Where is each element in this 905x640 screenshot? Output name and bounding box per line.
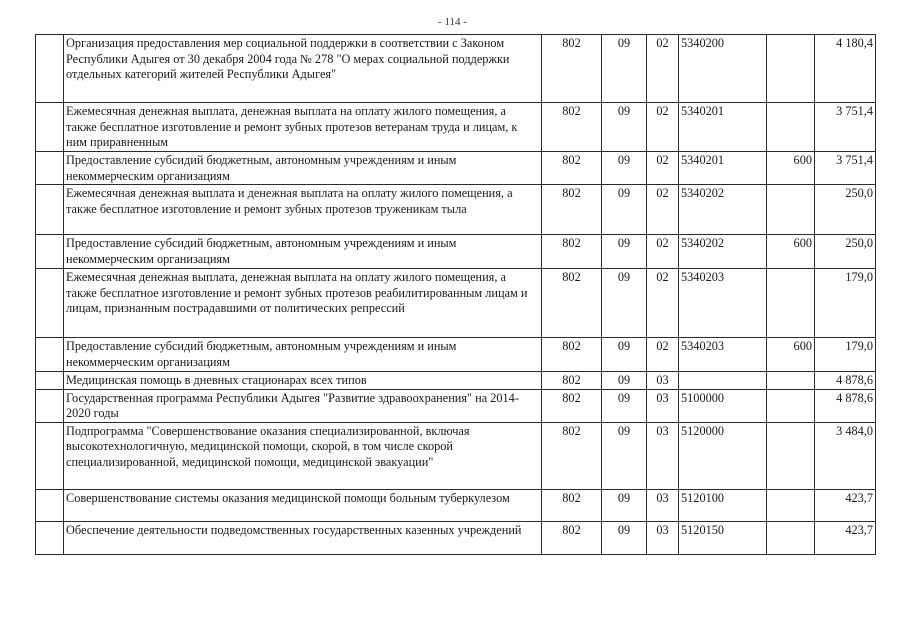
target-article-cell	[679, 372, 767, 390]
target-article-cell: 5340202	[679, 235, 767, 269]
item-name-cell: Совершенствование системы оказания медицинской помощи больным туберкулезом	[64, 489, 542, 521]
item-name-cell: Организация предоставления мер социальной поддержки в соответствии с Законом Республики Адыгея от 30 декабря 2004 года № 278 "О мерах социальной поддержки отдельных категорий жителей Республики Адыгея"	[64, 35, 542, 103]
table-row	[36, 521, 876, 554]
ved-code-cell: 802	[542, 338, 602, 372]
ved-code-cell: 802	[542, 185, 602, 235]
subsection-code-cell: 02	[647, 103, 679, 152]
subsection-code-cell: 02	[647, 152, 679, 185]
target-article-cell: 5340202	[679, 185, 767, 235]
target-article-cell: 5120150	[679, 521, 767, 554]
expense-type-cell	[767, 489, 815, 521]
ved-code-cell: 802	[542, 389, 602, 422]
page-number: - 114 -	[438, 16, 467, 28]
section-code-cell: 09	[602, 152, 647, 185]
item-name-cell: Обеспечение деятельности подведомственных государственных казенных учреждений	[64, 521, 542, 554]
amount-cell: 423,7	[815, 521, 876, 554]
amount-cell: 4 878,6	[815, 372, 876, 390]
section-code-cell: 09	[602, 338, 647, 372]
row-number-cell	[36, 372, 64, 390]
table-row	[36, 489, 876, 521]
target-article-cell: 5120100	[679, 489, 767, 521]
expense-type-cell	[767, 422, 815, 489]
ved-code-cell: 802	[542, 372, 602, 390]
target-article-cell: 5340200	[679, 35, 767, 103]
table-row	[36, 35, 876, 103]
row-number-cell	[36, 103, 64, 152]
subsection-code-cell: 02	[647, 35, 679, 103]
ved-code-cell: 802	[542, 521, 602, 554]
target-article-cell: 5100000	[679, 389, 767, 422]
expense-type-cell	[767, 35, 815, 103]
row-number-cell	[36, 422, 64, 489]
section-code-cell: 09	[602, 103, 647, 152]
table-row	[36, 422, 876, 489]
item-name-cell: Медицинская помощь в дневных стационарах всех типов	[64, 372, 542, 390]
section-code-cell: 09	[602, 521, 647, 554]
amount-cell: 3 751,4	[815, 152, 876, 185]
expense-type-cell	[767, 185, 815, 235]
expense-type-cell	[767, 521, 815, 554]
target-article-cell: 5120000	[679, 422, 767, 489]
subsection-code-cell: 02	[647, 338, 679, 372]
item-name-cell: Предоставление субсидий бюджетным, автономным учреждениям и иным некоммерческим организациям	[64, 338, 542, 372]
item-name-cell: Ежемесячная денежная выплата, денежная выплата на оплату жилого помещения, а также бесплатное изготовление и ремонт зубных протезов ветеранам труда и лицам, к ним приравненным	[64, 103, 542, 152]
item-name-cell: Ежемесячная денежная выплата, денежная выплата на оплату жилого помещения, а также бесплатное изготовление и ремонт зубных протезов реабилитированным лицам и лицам, признанным пострадавшими от политических репрессий	[64, 269, 542, 338]
row-number-cell	[36, 185, 64, 235]
amount-cell: 3 751,4	[815, 103, 876, 152]
row-number-cell	[36, 489, 64, 521]
row-number-cell	[36, 35, 64, 103]
target-article-cell: 5340203	[679, 269, 767, 338]
amount-cell: 4 878,6	[815, 389, 876, 422]
expense-type-cell: 600	[767, 235, 815, 269]
expense-type-cell	[767, 269, 815, 338]
section-code-cell: 09	[602, 185, 647, 235]
ved-code-cell: 802	[542, 152, 602, 185]
subsection-code-cell: 02	[647, 235, 679, 269]
ved-code-cell: 802	[542, 489, 602, 521]
table-row	[36, 185, 876, 235]
ved-code-cell: 802	[542, 103, 602, 152]
subsection-code-cell: 02	[647, 269, 679, 338]
amount-cell: 179,0	[815, 269, 876, 338]
row-number-cell	[36, 389, 64, 422]
expense-type-cell: 600	[767, 338, 815, 372]
item-name-cell: Подпрограмма "Совершенствование оказания специализированной, включая высокотехнологичную, медицинской помощи, скорой, в том числе скорой специализированной, медицинской помощи, медицинской эвакуации"	[64, 422, 542, 489]
table-row	[36, 389, 876, 422]
ved-code-cell: 802	[542, 235, 602, 269]
budget-table	[35, 34, 876, 555]
item-name-cell: Предоставление субсидий бюджетным, автономным учреждениям и иным некоммерческим организациям	[64, 235, 542, 269]
expense-type-cell	[767, 103, 815, 152]
target-article-cell: 5340203	[679, 338, 767, 372]
item-name-cell: Государственная программа Республики Адыгея "Развитие здравоохранения" на 2014-2020 годы	[64, 389, 542, 422]
section-code-cell: 09	[602, 372, 647, 390]
section-code-cell: 09	[602, 235, 647, 269]
row-number-cell	[36, 235, 64, 269]
table-row	[36, 152, 876, 185]
table-row	[36, 269, 876, 338]
table-row	[36, 103, 876, 152]
table-row	[36, 235, 876, 269]
row-number-cell	[36, 521, 64, 554]
amount-cell: 423,7	[815, 489, 876, 521]
target-article-cell: 5340201	[679, 152, 767, 185]
amount-cell: 3 484,0	[815, 422, 876, 489]
expense-type-cell: 600	[767, 152, 815, 185]
subsection-code-cell: 03	[647, 389, 679, 422]
ved-code-cell: 802	[542, 35, 602, 103]
item-name-cell: Предоставление субсидий бюджетным, автономным учреждениям и иным некоммерческим организациям	[64, 152, 542, 185]
subsection-code-cell: 02	[647, 185, 679, 235]
target-article-cell: 5340201	[679, 103, 767, 152]
section-code-cell: 09	[602, 269, 647, 338]
subsection-code-cell: 03	[647, 521, 679, 554]
subsection-code-cell: 03	[647, 489, 679, 521]
expense-type-cell	[767, 372, 815, 390]
row-number-cell	[36, 152, 64, 185]
expense-type-cell	[767, 389, 815, 422]
section-code-cell: 09	[602, 422, 647, 489]
amount-cell: 250,0	[815, 235, 876, 269]
ved-code-cell: 802	[542, 422, 602, 489]
subsection-code-cell: 03	[647, 372, 679, 390]
row-number-cell	[36, 338, 64, 372]
table-row	[36, 372, 876, 390]
item-name-cell: Ежемесячная денежная выплата и денежная выплата на оплату жилого помещения, а также бесплатное изготовление и ремонт зубных протезов труженикам тыла	[64, 185, 542, 235]
subsection-code-cell: 03	[647, 422, 679, 489]
amount-cell: 4 180,4	[815, 35, 876, 103]
row-number-cell	[36, 269, 64, 338]
ved-code-cell: 802	[542, 269, 602, 338]
section-code-cell: 09	[602, 35, 647, 103]
amount-cell: 179,0	[815, 338, 876, 372]
section-code-cell: 09	[602, 389, 647, 422]
amount-cell: 250,0	[815, 185, 876, 235]
section-code-cell: 09	[602, 489, 647, 521]
table-row	[36, 338, 876, 372]
budget-table-body	[36, 35, 876, 555]
